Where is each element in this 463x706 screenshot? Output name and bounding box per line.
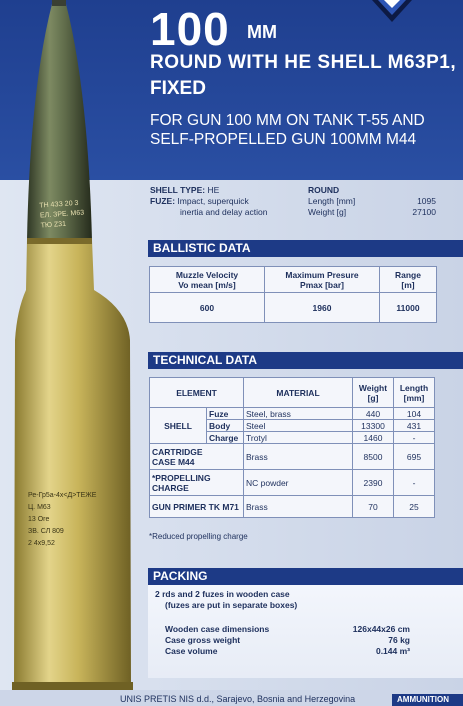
packing-weight-value: 76 kg — [388, 635, 410, 645]
ballistic-data-bar: BALLISTIC DATA — [148, 240, 463, 257]
packing-dim-label: Wooden case dimensions — [165, 624, 270, 634]
subtitle-line1: FOR GUN 100 MM ON TANK T-55 AND — [150, 112, 425, 129]
footer-tab: AMMUNITION — [392, 694, 463, 706]
packing-weight-label: Case gross weight — [165, 635, 241, 645]
title-line2: FIXED — [150, 78, 206, 99]
subtitle-line2: SELF-PROPELLED GUN 100MM M44 — [150, 131, 417, 148]
technical-data-bar: TECHNICAL DATA — [148, 352, 463, 369]
technical-footnote: *Reduced propelling charge — [149, 532, 248, 541]
packing-line1: 2 rds and 2 fuzes in wooden case — [155, 589, 290, 599]
shell-illustration — [0, 0, 150, 706]
technical-table: ELEMENT MATERIAL Weight [g] Length [mm] SHELL Fuze Steel, brass 440 104 Body Steel 13300 431 Charge Trotyl 1460 - CARTRIDGE CASE M44 Brass 8500 695 *PROPELLING CHARGE NC powder 2390 - GUN PRIMER TK M71 Brass 70 25 — [149, 377, 435, 518]
case-markings: Ре-Гр5а-4х<Д>ТЕЖЕ Ц. М63 13 Ore ЗВ. СЛ 809 2 4х9,52 — [28, 492, 97, 547]
packing-dim-value: 126x44x26 cm — [352, 624, 410, 634]
caliber-unit: MM — [247, 22, 277, 42]
caliber-number: 100 — [150, 3, 230, 55]
title-line1: ROUND WITH HE SHELL M63P1, — [150, 52, 457, 73]
packing-bar: PACKING — [148, 568, 463, 585]
footer-company: UNIS PRETIS NIS d.d., Sarajevo, Bosnia and Herzegovina — [120, 694, 356, 704]
packing-volume-value: 0.144 m³ — [375, 646, 410, 656]
packing-volume-label: Case volume — [165, 646, 218, 656]
projectile-markings: TH 4ЗЗ 20 3 ЕЛ. ЗРЕ. М63 ТЮ Z31 — [39, 199, 85, 230]
packing-line2: (fuzes are put in separate boxes) — [165, 600, 298, 610]
company-logo-icon — [372, 0, 412, 22]
ballistic-table: Muzzle Velocity Vo mean [m/s] Maximum Presure Pmax [bar] Range [m] 600 1960 11000 — [149, 266, 437, 323]
